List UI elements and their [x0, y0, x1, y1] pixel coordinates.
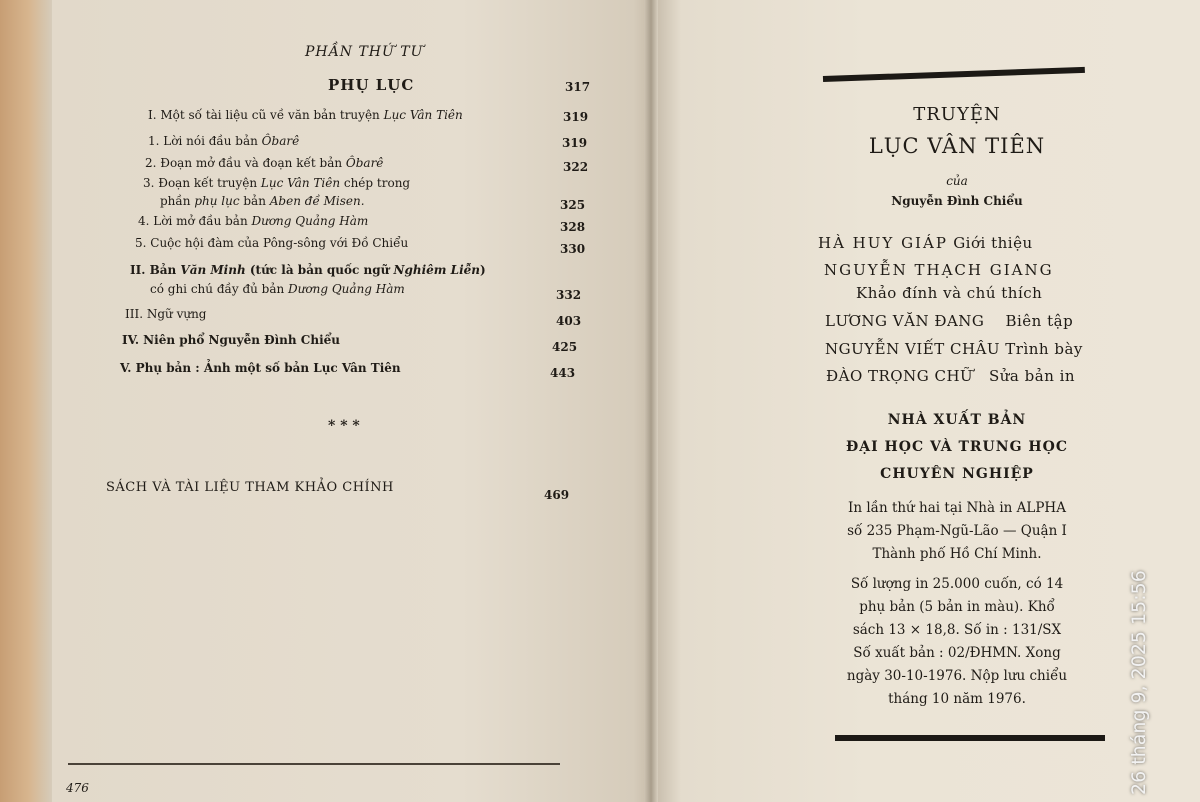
toc-text: III. Ngữ vựng: [125, 307, 207, 321]
colophon-line4: Số xuất bản : 02/ĐHMN. Xong: [853, 645, 1061, 661]
toc-item-10: [120, 361, 401, 375]
toc-item-4-line2: [160, 194, 365, 208]
toc-text: V. Phụ bản : Ảnh một số bản Lục Vân Tiên: [120, 361, 401, 375]
section-separator: * * *: [328, 418, 360, 434]
toc-item-2: [148, 134, 299, 148]
appendix-title: PHỤ LỤC: [328, 76, 415, 94]
credit-role: Trình bày: [1005, 340, 1083, 358]
toc-item-5: [138, 214, 368, 228]
toc-text: có ghi chú đầy đủ bản: [150, 282, 289, 296]
toc-text: 4. Lời mở đầu bản: [138, 214, 252, 228]
colophon-line6: tháng 10 năm 1976.: [888, 691, 1026, 707]
credit-name: ĐÀO TRỌNG CHỮ: [826, 367, 974, 385]
credit-role: Giới thiệu: [953, 234, 1033, 252]
credit-5: [826, 367, 1075, 385]
toc-italic: Văn Minh: [180, 263, 246, 277]
toc-item-9: [122, 333, 340, 347]
toc-text: (tức là bản quốc ngữ: [245, 263, 394, 277]
toc-item-1: [148, 108, 463, 122]
toc-item-3: [145, 156, 383, 170]
credit-name: HÀ HUY GIÁP: [818, 234, 948, 252]
credit-4: [825, 340, 1083, 358]
printing-line1: In lần thứ hai tại Nhà in ALPHA: [848, 500, 1066, 516]
credit-name: NGUYỄN THẠCH GIANG: [824, 261, 1054, 279]
toc-item-7: [130, 263, 486, 277]
part-title: PHẦN THỨ TƯ: [305, 44, 424, 60]
toc-text: phần: [160, 194, 195, 208]
toc-italic: Aben đề Misen.: [269, 194, 365, 208]
colophon-line2: phụ bản (5 bản in màu). Khổ: [859, 599, 1055, 615]
bottom-rule-right: [835, 735, 1105, 741]
toc-italic: Lục Vân Tiên: [260, 176, 341, 190]
appendix-page: 317: [565, 80, 591, 94]
toc-page-10: 443: [550, 366, 576, 380]
toc-text: ): [480, 263, 486, 277]
toc-italic: phụ lục: [194, 194, 240, 208]
toc-item-4: [143, 176, 410, 190]
toc-italic: Ôbarê: [261, 134, 300, 148]
toc-page-8: 403: [556, 314, 582, 328]
toc-italic: Ôbarê: [345, 156, 384, 170]
toc-italic: Dương Quảng Hàm: [288, 282, 405, 296]
credit-name: LƯƠNG VĂN ĐANG: [825, 312, 985, 330]
author-name: Nguyễn Đình Chiểu: [891, 194, 1023, 208]
credit-role: Biên tập: [1005, 312, 1074, 330]
credit-name: NGUYỄN VIẾT CHÂU: [825, 340, 1001, 358]
colophon-line3: sách 13 × 18,8. Số in : 131/SX: [852, 622, 1062, 638]
toc-text: II. Bản: [130, 263, 181, 277]
bottom-rule: [68, 763, 560, 765]
toc-text: 5. Cuộc hội đàm của Pông-sông với Đồ Chiểu: [135, 236, 409, 250]
toc-italic: Dương Quảng Hàm: [251, 214, 369, 228]
toc-page-4: 325: [560, 198, 586, 212]
toc-page-3: 322: [563, 160, 589, 174]
colophon-line5: ngày 30-10-1976. Nộp lưu chiểu: [846, 668, 1068, 684]
references-label: SÁCH VÀ TÀI LIỆU THAM KHẢO CHÍNH: [106, 480, 394, 495]
toc-item-7-line2: [150, 282, 405, 296]
publisher-line2: ĐẠI HỌC VÀ TRUNG HỌC: [846, 439, 1068, 455]
colophon-line1: Số lượng in 25.000 cuốn, có 14: [850, 576, 1064, 592]
publisher-line3: CHUYÊN NGHIỆP: [880, 466, 1034, 482]
credit-2-role: [856, 284, 1042, 302]
toc-text: IV. Niên phổ Nguyễn Đình Chiểu: [122, 333, 341, 347]
references-page: 469: [544, 488, 570, 502]
toc-page-9: 425: [552, 340, 578, 354]
page-number: 476: [66, 781, 89, 795]
photo-timestamp: 26 tháng 9, 2025 15:56: [1128, 570, 1150, 795]
toc-italic: Lục Vân Tiên: [383, 108, 463, 122]
printing-line2: số 235 Phạm-Ngũ-Lão — Quận I: [847, 523, 1067, 539]
credit-role: Khảo đính và chú thích: [856, 284, 1043, 302]
toc-text: 1. Lời nói đầu bản: [148, 134, 262, 148]
book-title-line2: LỤC VÂN TIÊN: [868, 134, 1046, 158]
toc-page-7: 332: [556, 288, 582, 302]
publisher-line1: NHÀ XUẤT BẢN: [887, 412, 1027, 428]
toc-text: 3. Đoạn kết truyện: [143, 176, 261, 190]
toc-text: chép trong: [340, 176, 411, 190]
toc-text: bản: [239, 194, 270, 208]
credit-3: [825, 312, 1073, 330]
toc-text: 2. Đoạn mở đầu và đoạn kết bản: [145, 156, 346, 170]
page-edge: [0, 0, 52, 802]
toc-item-6: [135, 236, 408, 250]
credit-role: Sửa bản in: [989, 367, 1076, 385]
toc-item-8: [125, 307, 207, 321]
toc-page-2: 319: [562, 136, 588, 150]
printing-line3: Thành phố Hồ Chí Minh.: [872, 546, 1042, 562]
book-title-line1: TRUYỆN: [913, 104, 1001, 125]
credit-2-name: [824, 261, 1054, 279]
toc-page-1: 319: [563, 110, 589, 124]
book-gutter: [644, 0, 658, 802]
toc-page-6: 330: [560, 242, 586, 256]
by-label: của: [946, 174, 968, 188]
credit-1: [818, 234, 1033, 252]
toc-italic: Nghiêm Liễn: [393, 263, 481, 277]
toc-page-5: 328: [560, 220, 586, 234]
toc-text: I. Một số tài liệu cũ về văn bản truyện: [148, 108, 384, 122]
